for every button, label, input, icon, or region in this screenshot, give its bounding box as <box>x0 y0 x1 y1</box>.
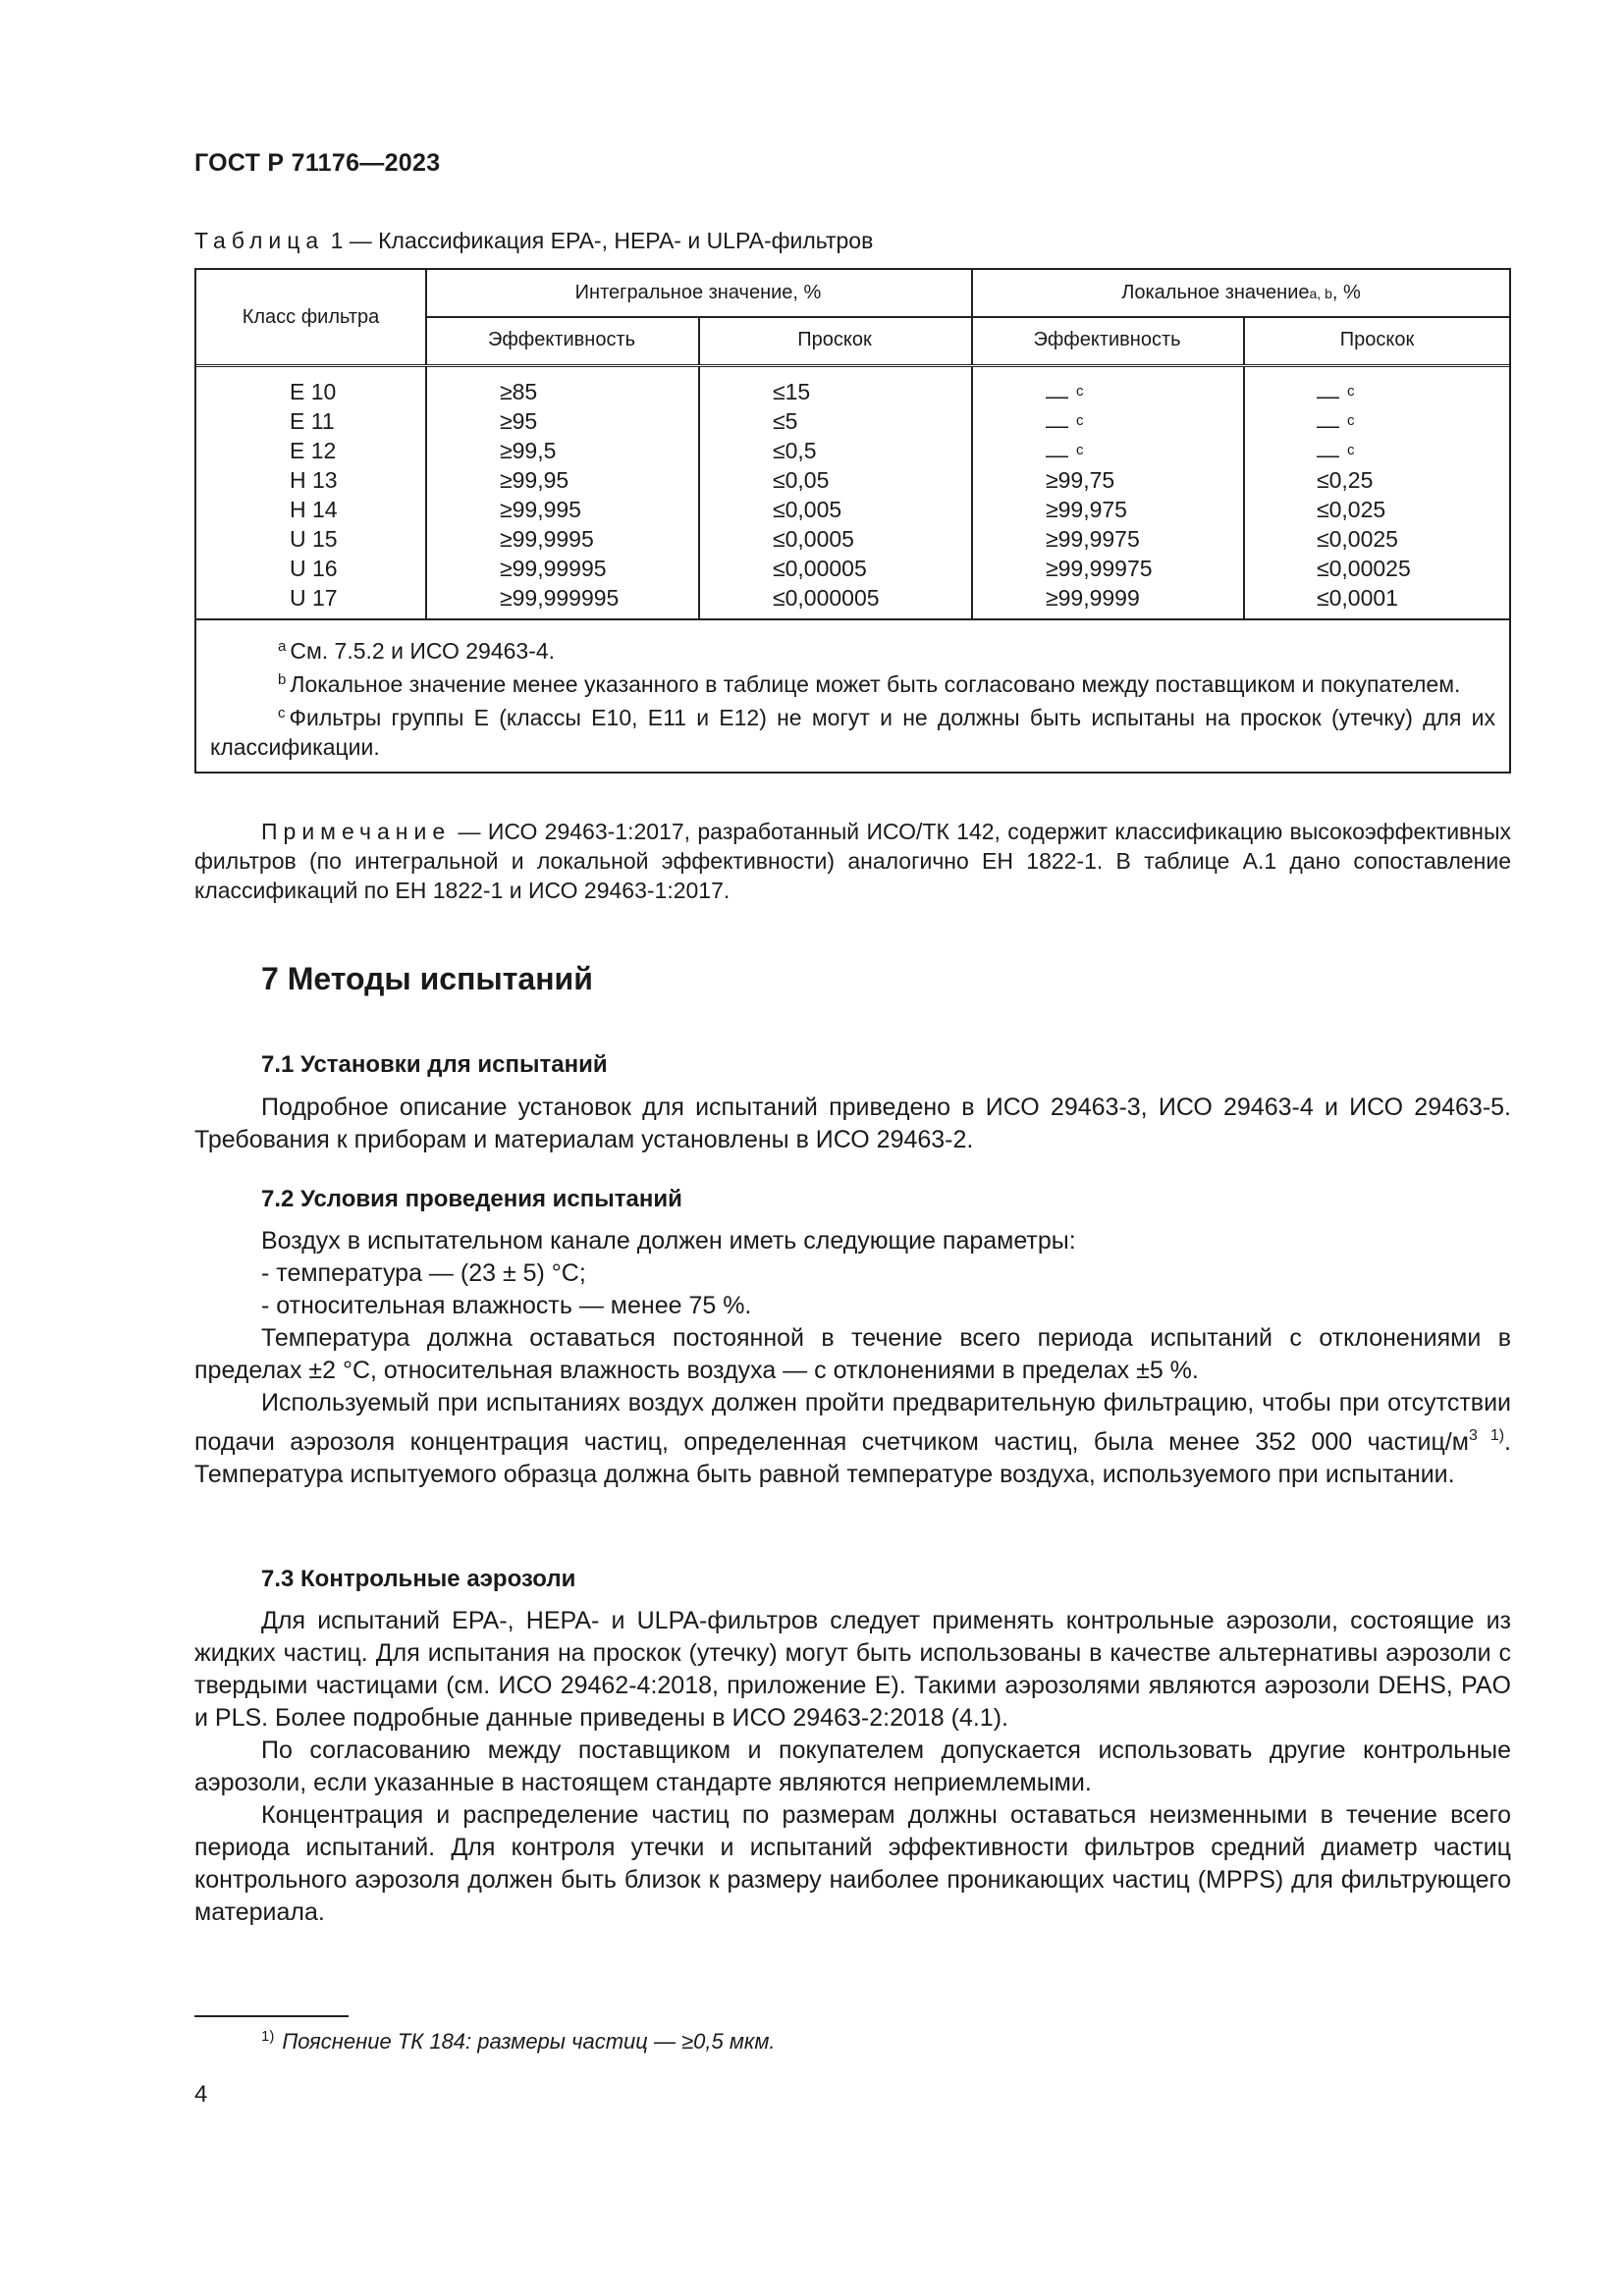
table-cell: ≥99,975 <box>1046 497 1127 522</box>
cell-value: — <box>1046 442 1068 467</box>
table-cell: U 15 <box>290 526 338 552</box>
table-header <box>196 270 1509 367</box>
table-cell: U 17 <box>290 585 338 611</box>
table-footnote-a <box>210 632 1495 666</box>
cell-footnote-mark: c <box>1347 442 1355 458</box>
header-local-group <box>971 270 1511 316</box>
table-cell: ≥85 <box>500 379 538 404</box>
page-number: 4 <box>194 2081 208 2108</box>
subsection-7-2-body <box>194 1225 1511 1491</box>
paragraph <box>194 1387 1511 1491</box>
column-local-efficiency <box>1046 367 1242 618</box>
column-local-leak <box>1317 367 1509 618</box>
footnote-divider <box>194 2015 349 2017</box>
paragraph: Подробное описание установок для испытаний приведено в ИСО 29463-3, ИСО 29463-4 и ИСО 29463-5. Требования к приборам и материалам установлены в ИСО 29463-2. <box>194 1094 1511 1153</box>
paragraph: - относительная влажность — менее 75 %. <box>261 1292 752 1319</box>
cell-footnote-mark: c <box>1347 412 1355 429</box>
subsection-7-1-body <box>194 1092 1511 1156</box>
table-cell: ≤0,5 <box>773 438 817 463</box>
cell-value: — <box>1317 412 1339 438</box>
table-cell: ≤0,025 <box>1317 497 1386 522</box>
footnote-mark: a <box>278 638 287 655</box>
subsection-7-2-title: 7.2 Условия проведения испытаний <box>261 1186 682 1212</box>
table-cell: ≤15 <box>773 379 811 404</box>
filter-classification-table <box>194 268 1511 774</box>
subsection-7-3-body <box>194 1605 1511 1929</box>
paragraph: Воздух в испытательном канале должен иметь следующие параметры: <box>261 1227 1076 1255</box>
footnote-reference: 3 1) <box>1468 1427 1505 1444</box>
table-cell: ≥99,999995 <box>500 585 620 611</box>
table-cell: H 14 <box>290 497 338 522</box>
table-caption <box>194 228 873 254</box>
column-class <box>290 367 425 618</box>
paragraph: По согласованию между поставщиком и покупателем допускается использовать другие контрольные аэрозоли, если указанные в настоящем стандарте являются неприемлемыми. <box>194 1736 1511 1796</box>
column-integral-efficiency <box>500 367 696 618</box>
footnote-text: Фильтры группы E (классы E10, E11 и E12) не могут и не должны быть испытаны на проскок (утечку) для их классификации. <box>210 705 1495 760</box>
section-title: 7 Методы испытаний <box>261 961 593 996</box>
table-cell: ≥99,9999 <box>1046 585 1140 611</box>
cell-footnote-mark: c <box>1076 412 1084 429</box>
table-caption-text: 1 — Классификация EPA-, HEPA- и ULPA-фильтров <box>324 228 874 253</box>
table-caption-prefix: Таблица <box>194 228 325 253</box>
cell-value: — <box>1317 383 1339 408</box>
cell-footnote-mark: c <box>1347 383 1355 400</box>
table-footnotes <box>196 620 1509 772</box>
table-footnote-b <box>210 666 1495 699</box>
page-footnote <box>261 2028 776 2055</box>
table-cell: E 12 <box>290 438 337 463</box>
cell-value: — <box>1046 412 1068 438</box>
table-cell: ≤0,00025 <box>1317 556 1411 581</box>
subsection-7-3-title: 7.3 Контрольные аэрозоли <box>261 1566 576 1592</box>
footnote-text: Пояснение ТК 184: размеры частиц — ≥0,5 мкм. <box>282 2029 776 2054</box>
cell-footnote-mark: c <box>1076 442 1084 458</box>
table-cell: ≥99,9975 <box>1046 526 1140 552</box>
table-cell: ≥99,95 <box>500 467 569 493</box>
header-filter-class: Класс фильтра <box>242 305 380 328</box>
table-cell <box>1317 406 1509 436</box>
header-local-group-text: Локальное значение <box>1121 282 1310 303</box>
table-cell: ≤0,0025 <box>1317 526 1398 552</box>
table-note <box>194 817 1511 905</box>
table-cell: ≥99,99995 <box>500 556 607 581</box>
column-integral-leak <box>773 367 969 618</box>
table-cell: ≥99,9995 <box>500 526 594 552</box>
note-label: Примечание <box>261 819 452 844</box>
table-cell: ≥99,99975 <box>1046 556 1153 581</box>
table-footnote-c <box>210 699 1495 762</box>
header-integral-efficiency: Эффективность <box>487 329 636 350</box>
table-cell: ≤0,0005 <box>773 526 854 552</box>
paragraph-text: . Температура испытуемого образца должна быть равной температуре воздуха, используемого при испытании. <box>194 1428 1511 1488</box>
table-cell: H 13 <box>290 467 338 493</box>
cell-value: — <box>1046 383 1068 408</box>
cell-footnote-mark: c <box>1076 383 1084 400</box>
paragraph: Для испытаний EPA-, HEPA- и ULPA-фильтров следует применять контрольные аэрозоли, состоящие из жидких частиц. Для испытания на проскок (утечку) могут быть использованы в качестве альтернативы аэрозоли с твердыми частицами (см. ИСО 29462-4:2018, приложение Е). Такими аэрозолями являются аэрозоли DEHS, PAO и PLS. Более подробные данные приведены в ИСО 29463-2:2018 (4.1). <box>194 1607 1511 1732</box>
table-cell: ≥99,75 <box>1046 467 1115 493</box>
subsection-7-1-title: 7.1 Установки для испытаний <box>261 1051 608 1078</box>
footnote-mark: c <box>278 705 286 721</box>
table-cell: ≤0,005 <box>773 497 842 522</box>
header-local-group-sup: a, b <box>1309 285 1332 301</box>
header-local-efficiency: Эффективность <box>1033 329 1181 350</box>
table-cell <box>1317 436 1509 465</box>
table-cell: ≥99,995 <box>500 497 581 522</box>
header-integral-leak: Проскок <box>797 329 872 350</box>
table-cell: U 16 <box>290 556 338 581</box>
header-local-group-suffix: , % <box>1331 282 1361 303</box>
header-integral-group: Интегральное значение, % <box>574 282 822 303</box>
footnote-text: См. 7.5.2 и ИСО 29463-4. <box>290 638 556 664</box>
header-local-leak: Проскок <box>1339 329 1415 350</box>
paragraph: - температура — (23 ± 5) °C; <box>261 1259 586 1287</box>
table-cell: ≤5 <box>773 408 798 434</box>
note-text: — ИСО 29463-1:2017, разработанный ИСО/ТК 142, содержит классификацию высокоэффективных фильтров (по интегральной и локальной эффективности) аналогично ЕН 1822-1. В таблице А.1 дано сопоставление классификаций по ЕН 1822-1 и ИСО 29463-1:2017. <box>194 819 1511 903</box>
paragraph: Концентрация и распределение частиц по размерам должны оставаться неизменными в течение всего периода испытаний. Для контроля утечки и испытаний эффективности фильтров средний диаметр частиц контрольного аэрозоля должен быть близок к размеру наиболее проникающих частиц (MPPS) для фильтрующего материала. <box>194 1801 1511 1926</box>
table-cell <box>1046 436 1242 465</box>
paragraph-text: Используемый при испытаниях воздух должен пройти предварительную фильтрацию, чтобы при отсутствии подачи аэрозоля концентрация частиц, определенная счетчиком частиц, была менее 352 000 частиц/м <box>194 1389 1511 1456</box>
document-header: ГОСТ Р 71176—2023 <box>194 149 441 177</box>
paragraph: Температура должна оставаться постоянной в течение всего периода испытаний с отклонениями в пределах ±2 °C, относительная влажность воздуха — с отклонениями в пределах ±5 %. <box>194 1324 1511 1384</box>
table-cell: E 11 <box>290 408 335 434</box>
table-cell: ≥99,5 <box>500 438 557 463</box>
table-cell: ≤0,05 <box>773 467 830 493</box>
footnote-mark: 1) <box>261 2028 275 2045</box>
table-cell <box>1317 377 1509 406</box>
table-body <box>196 367 1509 620</box>
table-cell: E 10 <box>290 379 337 404</box>
table-cell: ≤0,0001 <box>1317 585 1398 611</box>
table-cell <box>1046 406 1242 436</box>
cell-value: — <box>1317 442 1339 467</box>
table-cell <box>1046 377 1242 406</box>
footnote-text: Локальное значение менее указанного в таблице может быть согласовано между поставщиком и покупателем. <box>290 671 1461 697</box>
table-cell: ≤0,00005 <box>773 556 867 581</box>
table-cell: ≤0,25 <box>1317 467 1374 493</box>
table-cell: ≥95 <box>500 408 538 434</box>
footnote-mark: b <box>278 671 287 688</box>
table-cell: ≤0,000005 <box>773 585 880 611</box>
